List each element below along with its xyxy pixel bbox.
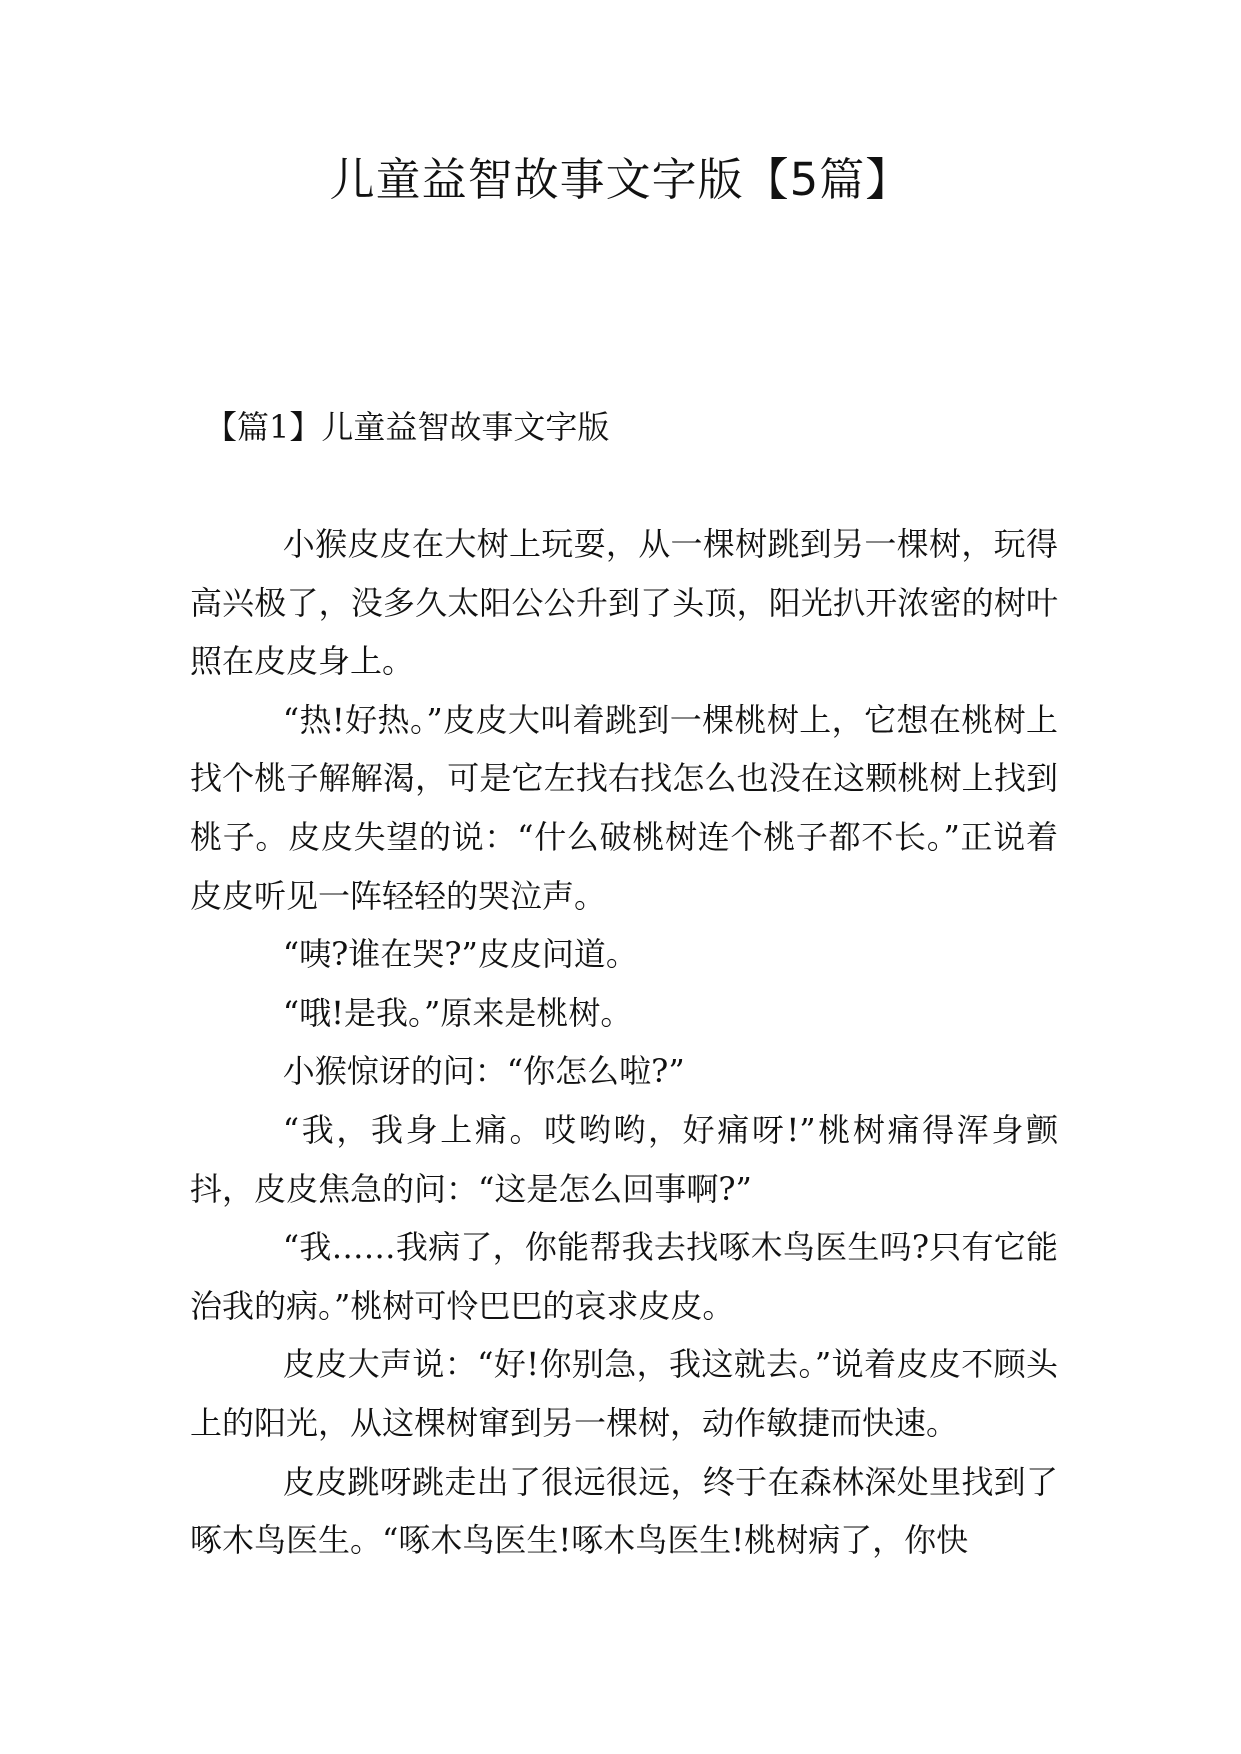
paragraph: 皮皮大声说：“好!你别急，我这就去。”说着皮皮不顾头上的阳光，从这棵树窜到另一棵树，动作敏捷而快速。: [190, 1345, 1058, 1442]
section-heading: 【篇1】儿童益智故事文字版: [205, 408, 610, 446]
paragraph: 皮皮跳呀跳走出了很远很远，终于在森林深处里找到了啄木鸟医生。“啄木鸟医生!啄木鸟医生!桃树病了，你快: [190, 1462, 1058, 1560]
story-body: [190, 515, 1058, 1570]
paragraph: “咦?谁在哭?”皮皮问道。: [282, 935, 638, 974]
paragraph: 小猴皮皮在大树上玩耍，从一棵树跳到另一棵树，玩得高兴极了，没多久太阳公公升到了头顶，阳光扒开浓密的树叶照在皮皮身上。: [190, 525, 1058, 681]
document-title: 儿童益智故事文字版【5篇】: [329, 153, 912, 206]
paragraph: 小猴惊讶的问：“你怎么啦?”: [282, 1052, 685, 1091]
paragraph: “我，我身上痛。哎哟哟，好痛呀!”桃树痛得浑身颤抖，皮皮焦急的问：“这是怎么回事啊?”: [190, 1110, 1058, 1208]
paragraph: “我……我病了，你能帮我去找啄木鸟医生吗?只有它能治我的病。”桃树可怜巴巴的哀求皮皮。: [190, 1228, 1058, 1325]
paragraph: “热!好热。”皮皮大叫着跳到一棵桃树上，它想在桃树上找个桃子解解渴，可是它左找右找怎么也没在这颗桃树上找到桃子。皮皮失望的说：“什么破桃树连个桃子都不长。”正说着皮皮听见一阵轻轻的哭泣声。: [190, 700, 1058, 915]
paragraph: “哦!是我。”原来是桃树。: [282, 993, 633, 1032]
